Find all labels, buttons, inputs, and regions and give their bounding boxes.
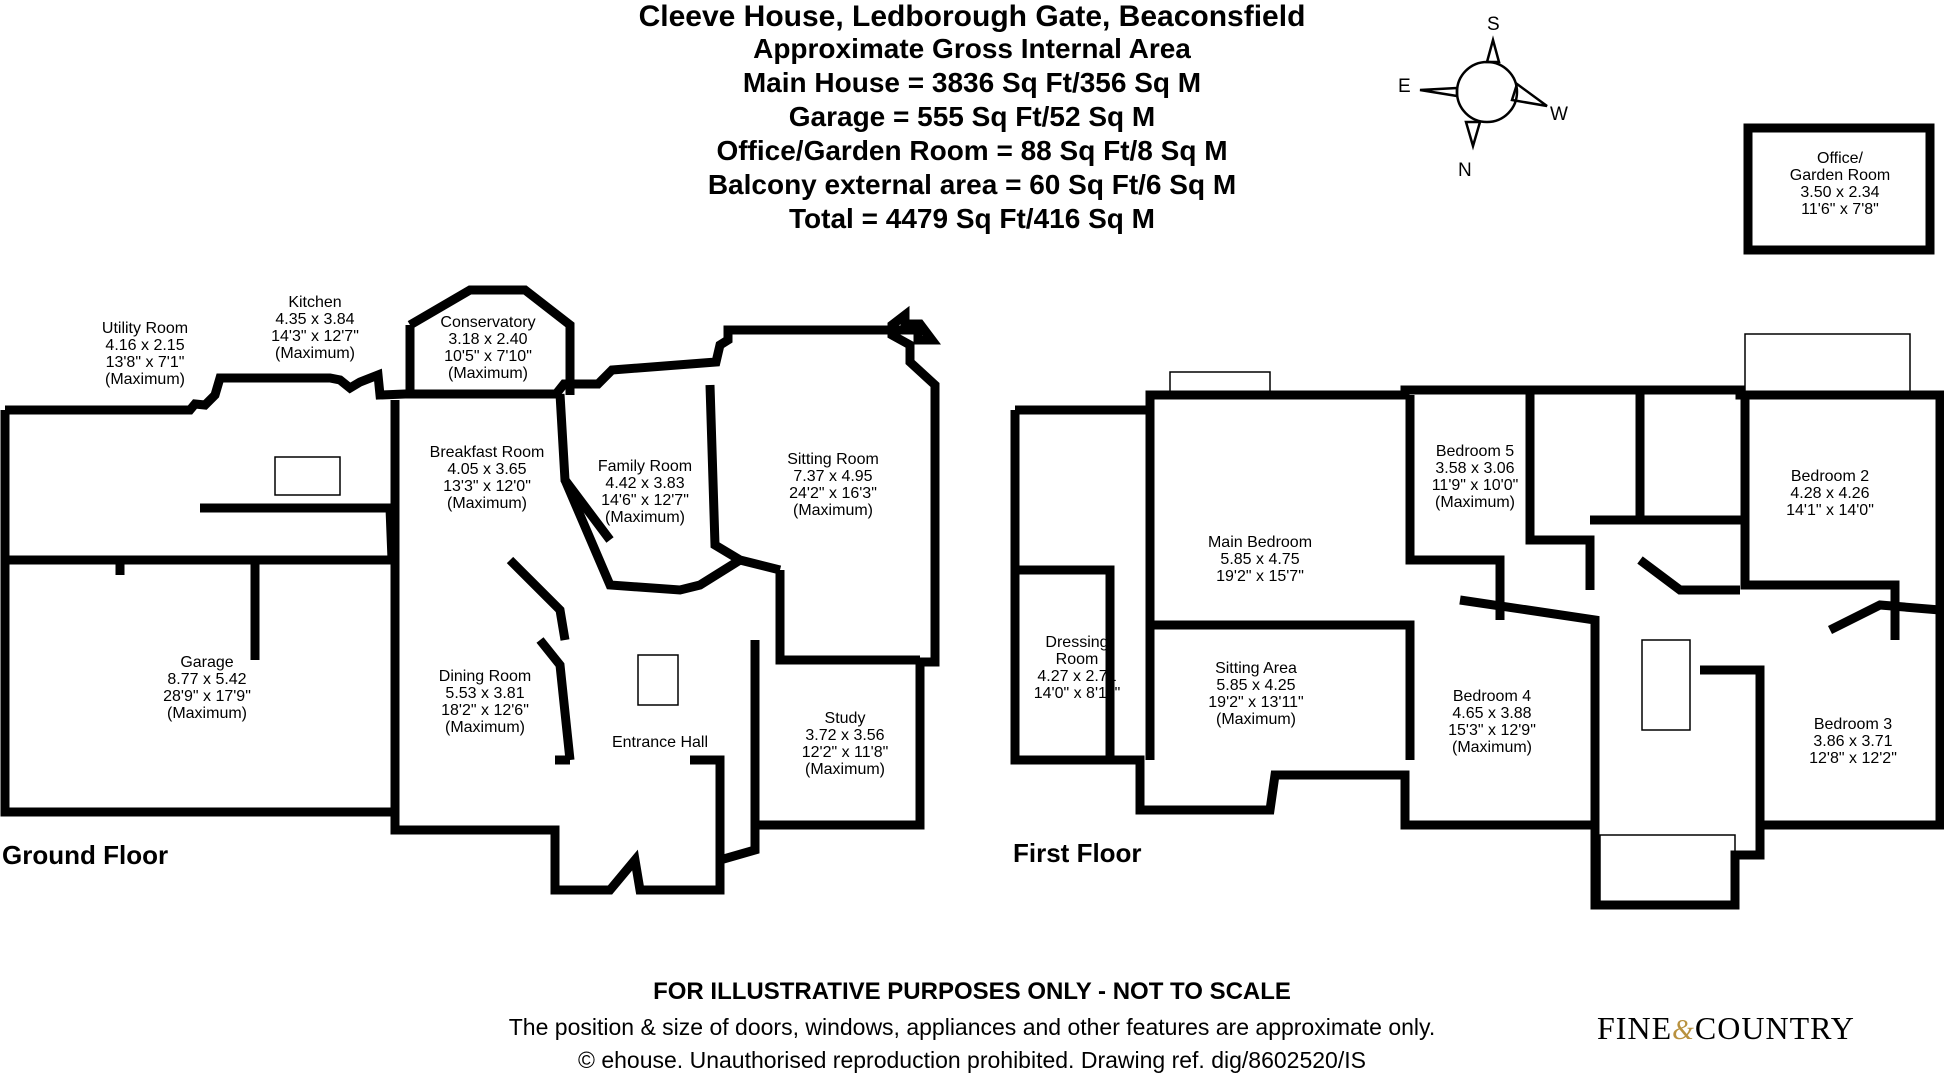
area-summary (0, 32, 1944, 236)
room-label-family: Family Room 4.42 x 3.83 14'6" x 12'7" (Maximum) (597, 458, 693, 526)
room-label-bedroom-5: Bedroom 5 3.58 x 3.06 11'9" x 10'0" (Maximum) (1431, 443, 1519, 511)
rear-bay-window (1600, 835, 1735, 905)
first-floor-balcony-right (1745, 334, 1910, 394)
room-label-dressing-room: Dressing Room 4.27 x 2.71 14'0" x 8'11" (1033, 634, 1121, 702)
kitchen-island (275, 457, 340, 495)
compass-south-label: S (1487, 14, 1500, 35)
compass-east-label: E (1398, 76, 1411, 97)
room-label-conservatory: Conservatory 3.18 x 2.40 10'5" x 7'10" (Maximum) (440, 314, 536, 382)
fine-and-country-logo: FINE&COUNTRY (1597, 1010, 1855, 1046)
room-label-breakfast: Breakfast Room 4.05 x 3.65 13'3" x 12'0" (Maximum) (429, 444, 545, 512)
room-label-utility: Utility Room 4.16 x 2.15 13'8" x 7'1" (Maximum) (101, 320, 189, 388)
first-floor-label: First Floor (1013, 838, 1142, 868)
room-label-office: Office/ Garden Room 3.50 x 2.34 11'6" x 7'8" (1789, 150, 1891, 218)
room-label-main-bedroom: Main Bedroom 5.85 x 4.75 19'2" x 15'7" (1207, 534, 1313, 585)
area-line: Garage = 555 Sq Ft/52 Sq M (788, 101, 1156, 132)
area-line: Balcony external area = 60 Sq Ft/6 Sq M (707, 169, 1237, 200)
compass-west-label: W (1550, 104, 1568, 125)
disclaimer-heading: FOR ILLUSTRATIVE PURPOSES ONLY - NOT TO SCALE (653, 978, 1291, 1005)
room-label-sitting-area: Sitting Area 5.85 x 4.25 19'2" x 13'11" (Maximum) (1208, 660, 1304, 728)
area-line: Total = 4479 Sq Ft/416 Sq M (789, 203, 1155, 234)
area-line: Approximate Gross Internal Area (753, 33, 1191, 64)
room-label-bedroom-2: Bedroom 2 4.28 x 4.26 14'1" x 14'0" (1786, 468, 1874, 519)
room-label-bedroom-4: Bedroom 4 4.65 x 3.88 15'3" x 12'9" (Maximum) (1448, 688, 1536, 756)
room-label-study: Study 3.72 x 3.56 12'2" x 11'8" (Maximum) (801, 710, 889, 778)
room-label-sitting: Sitting Room 7.37 x 4.95 24'2" x 16'3" (Maximum) (787, 451, 879, 519)
room-label-kitchen: Kitchen 4.35 x 3.84 14'3" x 12'7" (Maximum) (271, 294, 359, 362)
room-label-bedroom-3: Bedroom 3 3.86 x 3.71 12'8" x 12'2" (1809, 716, 1897, 767)
stairs-first (1642, 640, 1690, 730)
compass-north-label: N (1458, 160, 1472, 181)
room-label-dining: Dining Room 5.53 x 3.81 18'2" x 12'6" (Maximum) (438, 668, 532, 736)
room-label-garage: Garage 8.77 x 5.42 28'9" x 17'9" (Maximum) (163, 654, 251, 722)
area-line: Main House = 3836 Sq Ft/356 Sq M (742, 67, 1202, 98)
area-line: Office/Garden Room = 88 Sq Ft/8 Sq M (716, 135, 1228, 166)
room-label-entrance-hall: Entrance Hall (611, 734, 709, 751)
ground-floor-label: Ground Floor (2, 840, 169, 870)
disclaimer-note: The position & size of doors, windows, appliances and other features are approximate only. (508, 1014, 1436, 1040)
stairs-ground (638, 655, 678, 705)
property-title: Cleeve House, Ledborough Gate, Beaconsfield (638, 0, 1306, 33)
copyright-line: © ehouse. Unauthorised reproduction prohibited. Drawing ref. dig/8602520/IS (578, 1047, 1366, 1073)
